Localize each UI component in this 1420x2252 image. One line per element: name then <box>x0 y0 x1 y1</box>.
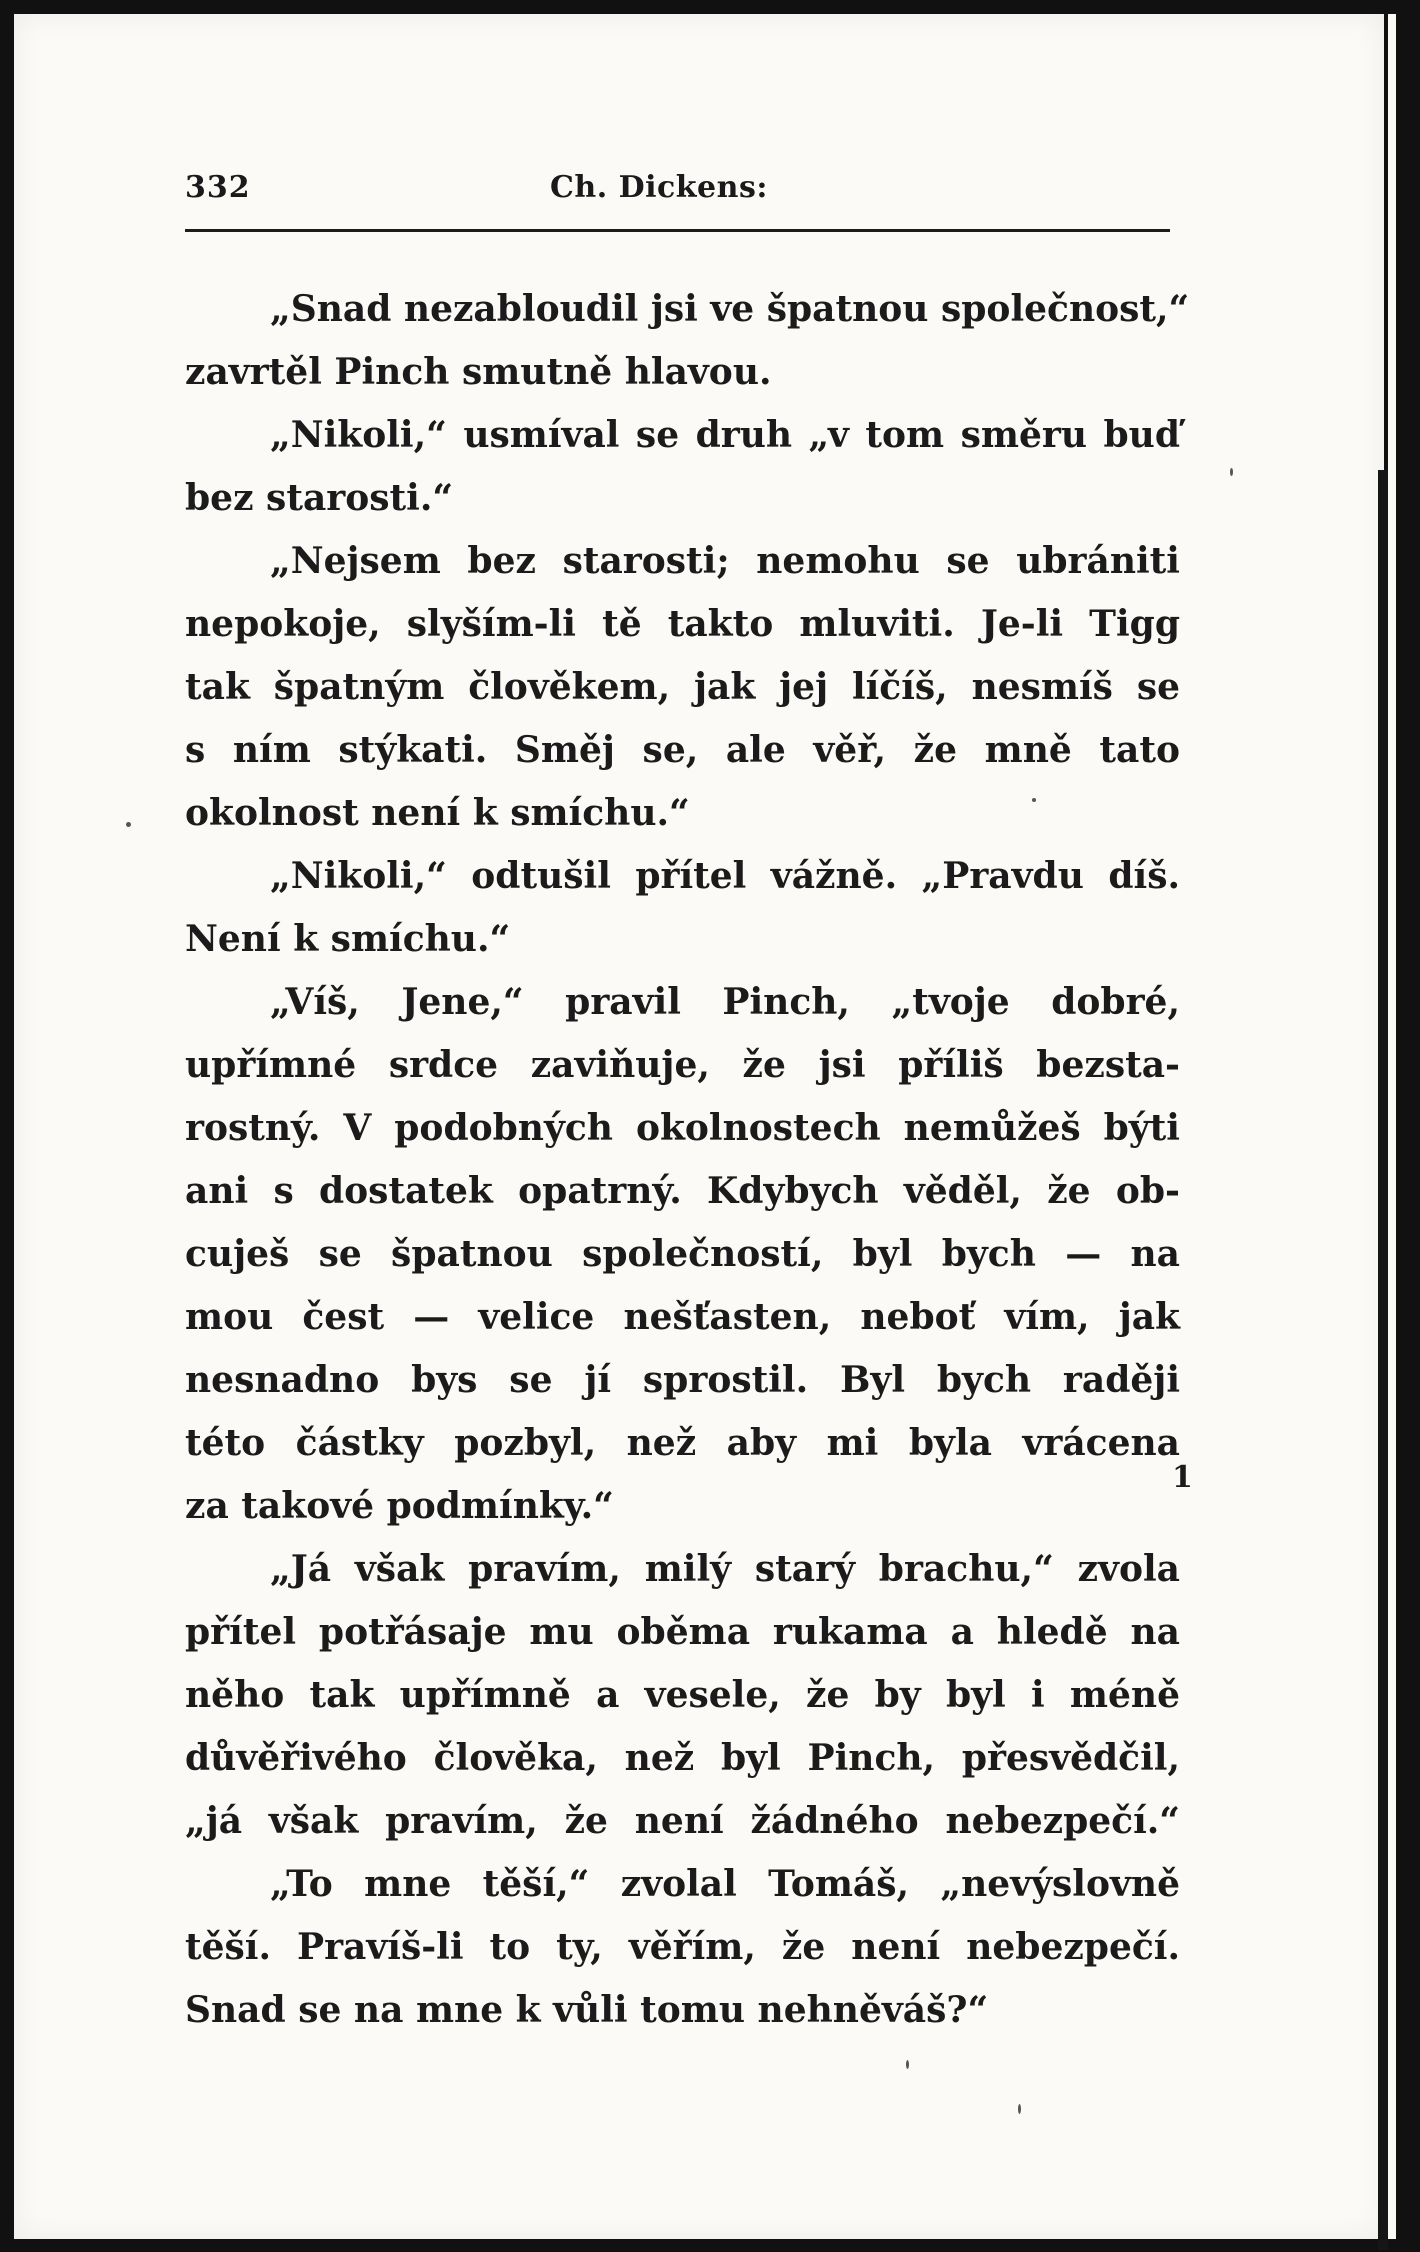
page-gutter-shadow <box>1378 470 1388 2250</box>
text-line: „Já však pravím, milý starý brachu,“ zvola <box>270 1548 1180 1590</box>
text-line: této částky pozbyl, než aby mi byla vrácena <box>185 1422 1180 1464</box>
text-line: „Nikoli,“ odtušil přítel vážně. „Pravdu díš. <box>270 855 1180 897</box>
text-line: upřímné srdce zaviňuje, že jsi příliš bezsta- <box>185 1044 1180 1086</box>
scan-speck <box>1032 798 1036 802</box>
text-line: nepokoje, slyším-li tě takto mluviti. Je-li Tigg <box>185 603 1180 645</box>
body-text <box>185 278 1190 2042</box>
text-line: okolnost není k smíchu.“ <box>185 792 690 834</box>
text-line: „Nejsem bez starosti; nemohu se ubrániti <box>270 540 1180 582</box>
running-head: Ch. Dickens: <box>550 170 768 205</box>
text-line: nesnadno bys se jí sprostil. Byl bych raději <box>185 1359 1180 1401</box>
text-line: s ním stýkati. Směj se, ale věř, že mně tato <box>185 729 1180 771</box>
text-line: mou čest — velice nešťasten, neboť vím, jak <box>185 1296 1180 1338</box>
text-line: přítel potřásaje mu oběma rukama a hledě na <box>185 1611 1180 1653</box>
header-rule <box>185 229 1170 232</box>
scan-speck <box>906 2060 909 2069</box>
text-line: „Snad nezabloudil jsi ve špatnou společnost,“ <box>270 288 1190 330</box>
text-line: „To mne těší,“ zvolal Tomáš, „nevýslovně <box>270 1863 1180 1905</box>
text-line: důvěřivého člověka, než byl Pinch, přesvědčil, <box>185 1737 1180 1779</box>
text-line: těší. Pravíš-li to ty, věřím, že není nebezpečí. <box>185 1926 1180 1968</box>
scan-speck <box>1230 468 1233 476</box>
text-line: rostný. V podobných okolnostech nemůžeš býti <box>185 1107 1180 1149</box>
margin-mark: 1 <box>1172 1460 1193 1495</box>
text-line: Snad se na mne k vůli tomu nehněváš?“ <box>185 1989 989 2031</box>
text-line: za takové podmínky.“ <box>185 1485 614 1527</box>
text-line: tak špatným člověkem, jak jej líčíš, nesmíš se <box>185 666 1180 708</box>
page-edge <box>1388 14 1396 2239</box>
text-line: Není k smíchu.“ <box>185 918 511 960</box>
scan-speck <box>1018 2104 1021 2114</box>
page-header <box>185 170 1170 220</box>
text-line: bez starosti.“ <box>185 477 454 519</box>
text-line: cuješ se špatnou společností, byl bych — na <box>185 1233 1180 1275</box>
text-line: „já však pravím, že není žádného nebezpečí.“ <box>185 1800 1180 1842</box>
text-line: něho tak upřímně a vesele, že by byl i méně <box>185 1674 1180 1716</box>
scan-speck <box>126 822 131 827</box>
text-line: „Víš, Jene,“ pravil Pinch, „tvoje dobré, <box>270 981 1180 1023</box>
page-number: 332 <box>185 170 251 205</box>
text-line: zavrtěl Pinch smutně hlavou. <box>185 351 772 393</box>
text-line: ani s dostatek opatrný. Kdybych věděl, že ob- <box>185 1170 1180 1212</box>
text-line: „Nikoli,“ usmíval se druh „v tom směru buď <box>270 414 1180 456</box>
